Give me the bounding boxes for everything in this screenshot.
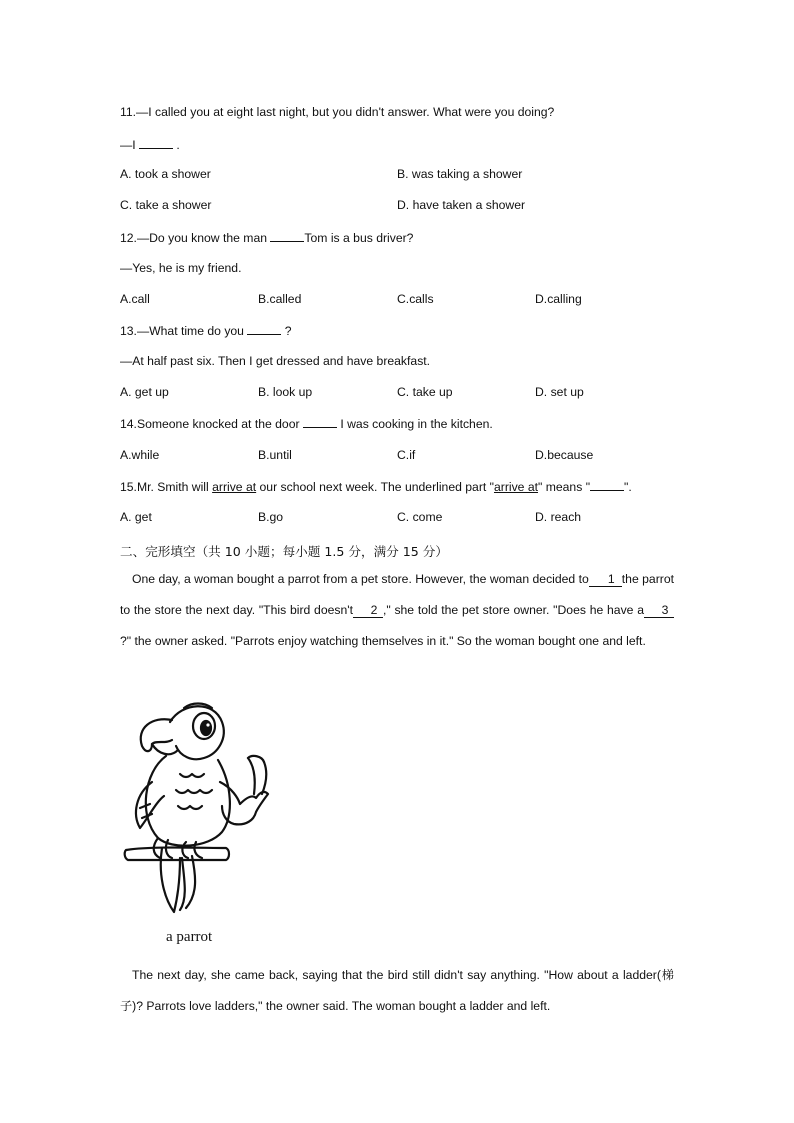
q15-option-c[interactable]: C. come xyxy=(397,510,443,524)
question-15-stem: 15.Mr. Smith will arrive at our school next week. The underlined part "arrive at" means " ". xyxy=(120,480,632,494)
question-11-reply: —I . xyxy=(120,138,180,152)
q12-option-d[interactable]: D.calling xyxy=(535,292,582,306)
question-13-stem: 13.—What time do you ? xyxy=(120,324,292,338)
parrot-illustration xyxy=(122,698,282,918)
passage-paragraph-2: The next day, she came back, saying that the bird still didn't say anything. "How about a ladder(梯子)? Parrots love ladders," the owner said. The woman bought a ladder and left. xyxy=(120,968,674,1013)
cloze-blank-2[interactable]: 2 xyxy=(353,603,383,618)
q11-option-c[interactable]: C. take a shower xyxy=(120,198,212,212)
q14-option-c[interactable]: C.if xyxy=(397,448,416,462)
q14-option-a[interactable]: A.while xyxy=(120,448,160,462)
q13-option-d[interactable]: D. set up xyxy=(535,385,584,399)
q11-option-d[interactable]: D. have taken a shower xyxy=(397,198,526,212)
passage-paragraph-1: One day, a woman bought a parrot from a pet store. However, the woman decided to 1 the parrot to the store the next day. "This bird doesn't 2 ," she told the pet store owner. "Does he have a 3?" the owner asked. "Parrots enjoy watching themselves in it." So the woman bought one and left. xyxy=(120,572,674,648)
q13-option-b[interactable]: B. look up xyxy=(258,385,313,399)
cloze-blank-3[interactable]: 3 xyxy=(644,603,674,618)
question-12-reply: —Yes, he is my friend. xyxy=(120,261,242,275)
q15-option-d[interactable]: D. reach xyxy=(535,510,582,524)
question-13-reply: —At half past six. Then I get dressed and have breakfast. xyxy=(120,354,431,368)
q12-option-c[interactable]: C.calls xyxy=(397,292,434,306)
q13-option-a[interactable]: A. get up xyxy=(120,385,169,399)
q14-option-d[interactable]: D.because xyxy=(535,448,594,462)
question-12-stem: 12.—Do you know the man Tom is a bus driver? xyxy=(120,231,414,245)
q12-option-a[interactable]: A.call xyxy=(120,292,150,306)
answer-blank xyxy=(139,137,173,149)
q15-option-a[interactable]: A. get xyxy=(120,510,152,524)
q14-option-b[interactable]: B.until xyxy=(258,448,292,462)
underlined-phrase: arrive at xyxy=(212,480,257,494)
q15-option-b[interactable]: B.go xyxy=(258,510,284,524)
answer-blank xyxy=(270,230,304,242)
q12-option-b[interactable]: B.called xyxy=(258,292,302,306)
section-title: 二、完形填空（共 10 小题；每小题 1.5 分，满分 15 分） xyxy=(120,544,448,559)
q11-option-b[interactable]: B. was taking a shower xyxy=(397,167,523,181)
question-14-stem: 14.Someone knocked at the door I was cooking in the kitchen. xyxy=(120,417,493,431)
answer-blank xyxy=(590,479,624,491)
underlined-phrase: arrive at xyxy=(493,480,539,494)
answer-blank xyxy=(247,323,281,335)
figure-caption: a parrot xyxy=(166,929,213,945)
q11-option-a[interactable]: A. took a shower xyxy=(120,167,211,181)
answer-blank xyxy=(303,416,337,428)
q13-option-c[interactable]: C. take up xyxy=(397,385,453,399)
question-11-stem: 11.—I called you at eight last night, but you didn't answer. What were you doing? xyxy=(120,105,555,119)
cloze-blank-1[interactable]: 1 xyxy=(589,572,622,587)
